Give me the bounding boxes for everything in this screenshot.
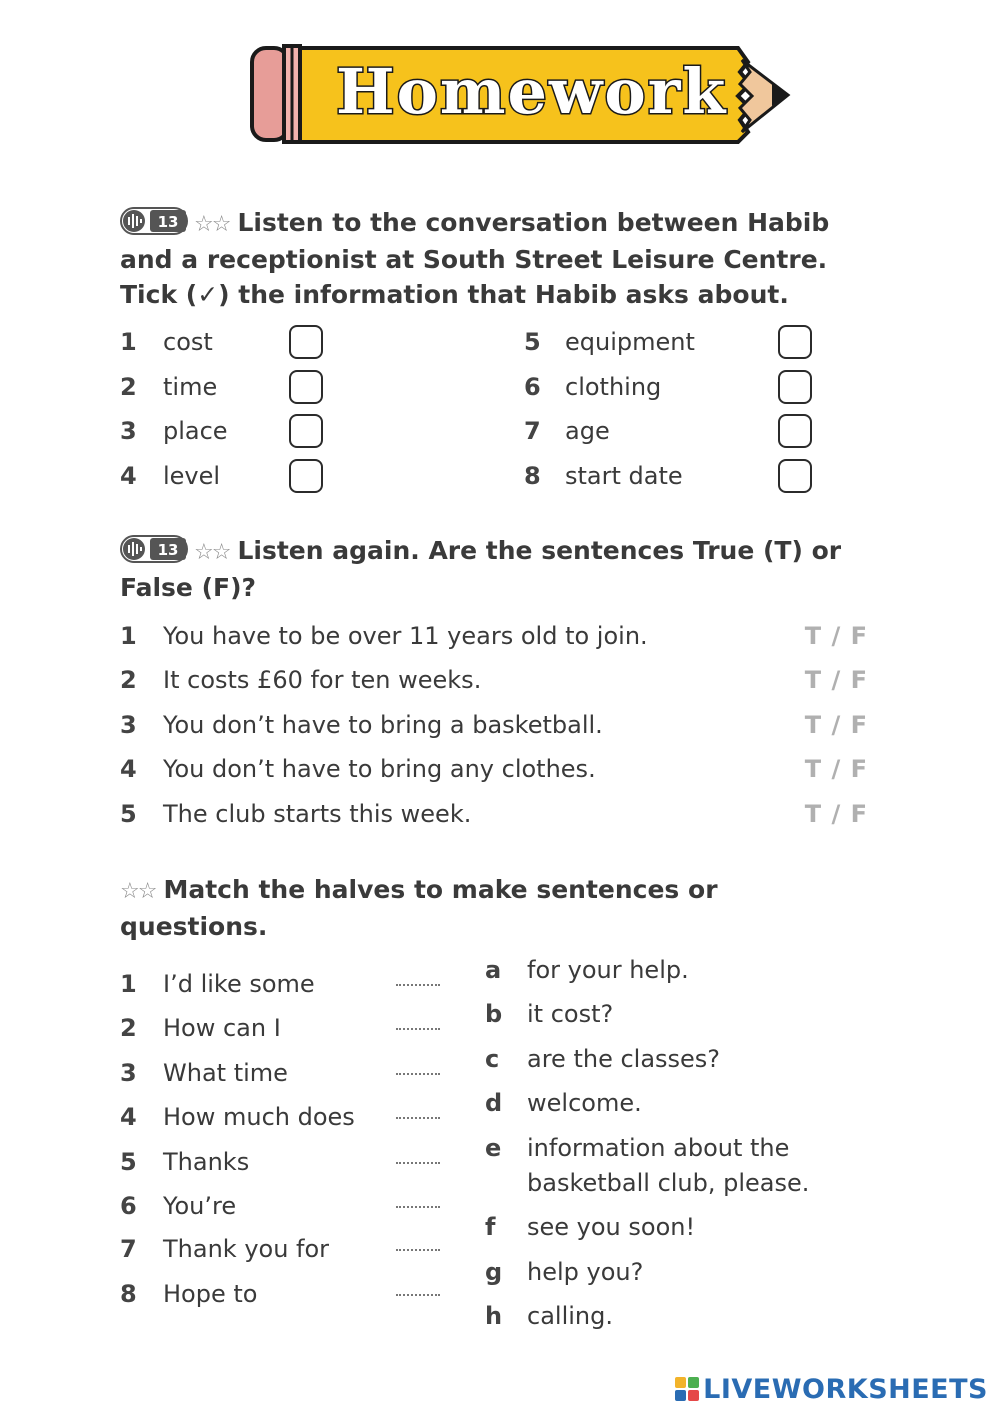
sentence-end: it cost? (527, 1000, 614, 1028)
tick-box-age[interactable] (778, 414, 812, 448)
item-number: 2 (120, 666, 137, 694)
answer-blank[interactable] (396, 1028, 440, 1030)
item-number: 7 (120, 1235, 137, 1263)
true-false-selector[interactable]: T / F (804, 666, 868, 694)
logo-text: LIVEWORKSHEETS (703, 1373, 988, 1405)
sentence-end: calling. (527, 1302, 613, 1330)
true-false-selector[interactable]: T / F (804, 755, 868, 783)
difficulty-stars: ☆☆ (120, 879, 156, 904)
statement-text: It costs £60 for ten weeks. (163, 666, 482, 694)
sentence-start: How can I (163, 1014, 281, 1042)
item-label: place (163, 417, 228, 445)
true-false-selector[interactable]: T / F (804, 711, 868, 739)
sentence-end: basketball club, please. (527, 1169, 810, 1197)
option-letter: g (485, 1258, 503, 1286)
item-number: 3 (120, 417, 137, 445)
option-letter: c (485, 1045, 500, 1073)
item-number: 4 (120, 462, 137, 490)
liveworksheets-logo[interactable] (675, 1372, 988, 1406)
item-number: 6 (120, 1192, 137, 1220)
item-number: 7 (524, 417, 541, 445)
item-number: 5 (120, 1148, 137, 1176)
item-label: time (163, 373, 218, 401)
exercise-1-instructions (120, 205, 880, 312)
option-letter: a (485, 956, 502, 984)
item-number: 2 (120, 373, 137, 401)
statement-text: You don’t have to bring any clothes. (163, 755, 596, 783)
sentence-end: see you soon! (527, 1213, 696, 1241)
answer-blank[interactable] (396, 1117, 440, 1119)
tick-box-place[interactable] (289, 414, 323, 448)
instruction-line: Listen again. Are the sentences True (T) or (237, 536, 842, 565)
item-number: 4 (120, 1103, 137, 1131)
item-number: 8 (120, 1280, 137, 1308)
audio-track-icon (120, 535, 188, 563)
instruction-line: False (F)? (120, 573, 257, 602)
sentence-end: welcome. (527, 1089, 642, 1117)
item-label: equipment (565, 328, 695, 356)
item-number: 2 (120, 1014, 137, 1042)
tick-box-start-date[interactable] (778, 459, 812, 493)
answer-blank[interactable] (396, 984, 440, 986)
true-false-selector[interactable]: T / F (804, 622, 868, 650)
item-label: start date (565, 462, 683, 490)
sentence-start: How much does (163, 1103, 355, 1131)
tick-box-clothing[interactable] (778, 370, 812, 404)
exercise-3-instructions (120, 872, 880, 944)
sentence-start: Thanks (163, 1148, 250, 1176)
sentence-end: for your help. (527, 956, 689, 984)
option-letter: f (485, 1213, 496, 1241)
tick-box-equipment[interactable] (778, 325, 812, 359)
instruction-line: and a receptionist at South Street Leisure Centre. (120, 245, 828, 274)
logo-grid-icon (675, 1377, 699, 1401)
item-number: 3 (120, 711, 137, 739)
audio-track-number: 13 (157, 541, 179, 559)
item-number: 1 (120, 328, 137, 356)
difficulty-stars: ☆☆ (194, 540, 230, 565)
instruction-line: Listen to the conversation between Habib (237, 208, 830, 237)
item-number: 1 (120, 622, 137, 650)
option-letter: b (485, 1000, 503, 1028)
item-number: 6 (524, 373, 541, 401)
item-label: clothing (565, 373, 662, 401)
item-number: 1 (120, 970, 137, 998)
option-letter: h (485, 1302, 503, 1330)
option-letter: e (485, 1134, 502, 1162)
page-title: Homework (336, 55, 728, 128)
sentence-start: You’re (163, 1192, 237, 1220)
answer-blank[interactable] (396, 1206, 440, 1208)
true-false-selector[interactable]: T / F (804, 800, 868, 828)
answer-blank[interactable] (396, 1073, 440, 1075)
instruction-line: questions. (120, 912, 268, 941)
sentence-start: What time (163, 1059, 288, 1087)
item-number: 3 (120, 1059, 137, 1087)
item-number: 8 (524, 462, 541, 490)
audio-track-icon (120, 207, 188, 235)
item-number: 5 (120, 800, 137, 828)
audio-track-number: 13 (157, 213, 179, 231)
sentence-end: help you? (527, 1258, 644, 1286)
statement-text: You don’t have to bring a basketball. (163, 711, 603, 739)
sentence-start: I’d like some (163, 970, 315, 998)
sentence-end: information about the (527, 1134, 790, 1162)
item-label: level (163, 462, 221, 490)
answer-blank[interactable] (396, 1294, 440, 1296)
option-letter: d (485, 1089, 503, 1117)
tick-box-time[interactable] (289, 370, 323, 404)
item-label: age (565, 417, 610, 445)
tick-box-cost[interactable] (289, 325, 323, 359)
item-number: 5 (524, 328, 541, 356)
sentence-start: Hope to (163, 1280, 258, 1308)
item-label: cost (163, 328, 213, 356)
item-number: 4 (120, 755, 137, 783)
answer-blank[interactable] (396, 1162, 440, 1164)
answer-blank[interactable] (396, 1249, 440, 1251)
sentence-start: Thank you for (163, 1235, 330, 1263)
exercise-2-instructions (120, 533, 880, 605)
statement-text: The club starts this week. (163, 800, 472, 828)
difficulty-stars: ☆☆ (194, 212, 230, 237)
instruction-line: Match the halves to make sentences or (163, 875, 718, 904)
sentence-end: are the classes? (527, 1045, 721, 1073)
instruction-line: Tick (✓) the information that Habib asks about. (120, 280, 789, 309)
statement-text: You have to be over 11 years old to join. (163, 622, 648, 650)
tick-box-level[interactable] (289, 459, 323, 493)
